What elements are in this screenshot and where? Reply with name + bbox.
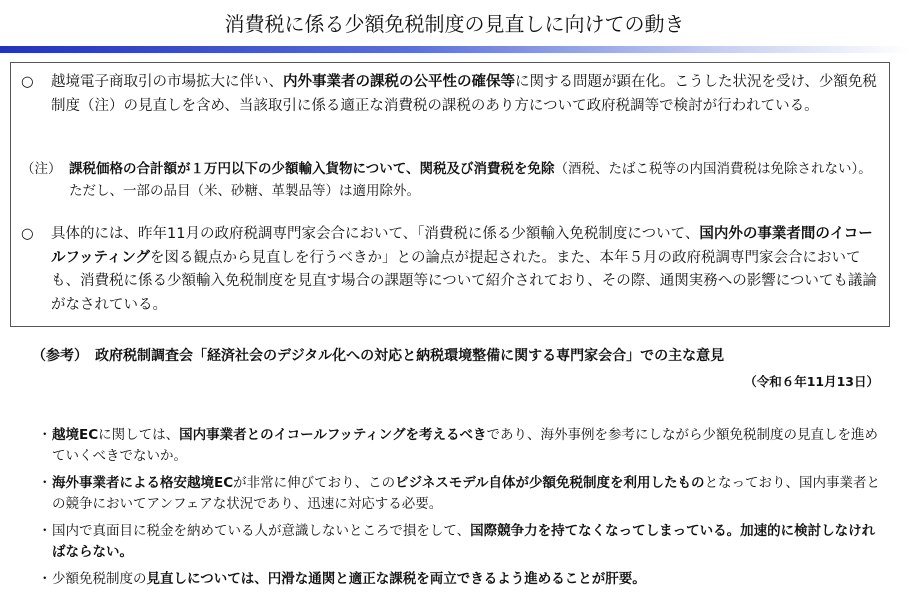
footnote-paragraph <box>21 158 881 202</box>
reference-date: （令和６年11月13日） <box>744 374 879 389</box>
dot-bullet-icon: ・ <box>38 523 52 539</box>
bullet-4-text-a: 少額免税制度の <box>52 571 147 587</box>
circle-bullet-icon: ○ <box>21 74 34 90</box>
summary-paragraph-1 <box>21 71 881 118</box>
circle-bullet-icon: ○ <box>21 226 34 242</box>
paragraph-2-text-a: 具体的には、昨年11月の政府税調専門家会合において、「消費税に係る少額輸入免税制度について、 <box>51 226 700 242</box>
footnote-text <box>21 158 881 202</box>
bullet-2-emphasis-b: ビジネスモデル自体が少額免税制度を利用したもの <box>395 475 705 491</box>
page-title: 消費税に係る少額免税制度の見直しに向けての動き <box>224 12 685 36</box>
bullet-1-emphasis-b: 国内事業者とのイコールフッティングを考えるべき <box>179 427 487 443</box>
bullet-1-text-a: に関しては、 <box>98 427 180 443</box>
summary-box <box>10 62 890 327</box>
dot-bullet-icon: ・ <box>38 427 52 443</box>
reference-heading: （参考） 政府税制調査会「経済社会のデジタル化への対応と納税環境整備に関する専門家会合」での主な意見 <box>32 348 725 364</box>
bullet-3-text-a: 国内で真面目に税金を納めている人が意識しないところで損をして、 <box>52 523 471 539</box>
paragraph-2-emphasis: 国内外の事業者間のイコールフッティング <box>51 226 873 266</box>
bullet-1-text-b: であり、海外事例を参考にしながら少額免税制度の見直しを進めていくべきでないか。 <box>52 427 879 464</box>
list-item <box>38 521 888 563</box>
summary-paragraph-2 <box>21 223 881 317</box>
footnote-text-b: （酒税、たばこ税等の内国消費税は免除されない）。ただし、一部の品目（米、砂糖、革製品等）は適用除外。 <box>69 161 872 199</box>
bullet-2-emphasis-a: 海外事業者による格安越境EC <box>52 475 234 491</box>
bullet-3-emphasis: 国際競争力を持てなくなってしまっている。加速的に検討しなければならない。 <box>52 523 876 560</box>
paragraph-1-text <box>21 71 881 118</box>
bullet-1-emphasis-a: 越境EC <box>52 427 99 443</box>
paragraph-1-text-a: 越境電子商取引の市場拡大に伴い、 <box>51 74 283 90</box>
footnote-marker: （注） <box>21 161 62 177</box>
opinion-list <box>38 425 888 596</box>
bullet-4-emphasis: 見直しについては、円滑な通関と適正な課税を両立できるよう進めることが肝要。 <box>146 571 646 587</box>
bullet-2-text-a: が非常に伸びており、この <box>233 475 396 491</box>
paragraph-1-text-b: に関する問題が顕在化。こうした状況を受け、少額免税制度（注）の見直しを含め、当該取引に係る適正な消費税の課税のあり方について政府税調等で検討が行われている。 <box>51 74 877 114</box>
paragraph-2-text-b: を図る観点から見直しを行うべきか」との論点が提起された。また、本年５月の政府税調専門家会合においても、消費税に係る少額輸入免税制度を見直す場合の課題等について紹介されており、その際、通関実務への影響についても議論がなされている。 <box>51 249 877 313</box>
dot-bullet-icon: ・ <box>38 475 52 491</box>
paragraph-2-text <box>21 223 881 317</box>
paragraph-1-emphasis: 内外事業者の課税の公平性の確保等 <box>283 74 515 90</box>
list-item <box>38 425 888 467</box>
dot-bullet-icon: ・ <box>38 571 52 587</box>
title-underline-bar <box>0 46 909 53</box>
bullet-2-text-b: となっており、国内事業者との競争においてアンフェアな状況であり、迅速に対応する必要。 <box>52 475 881 512</box>
list-item <box>38 473 888 515</box>
list-item <box>38 569 888 590</box>
footnote-emphasis: 課税価格の合計額が１万円以下の少額輸入貨物について、関税及び消費税を免除 <box>69 161 555 177</box>
